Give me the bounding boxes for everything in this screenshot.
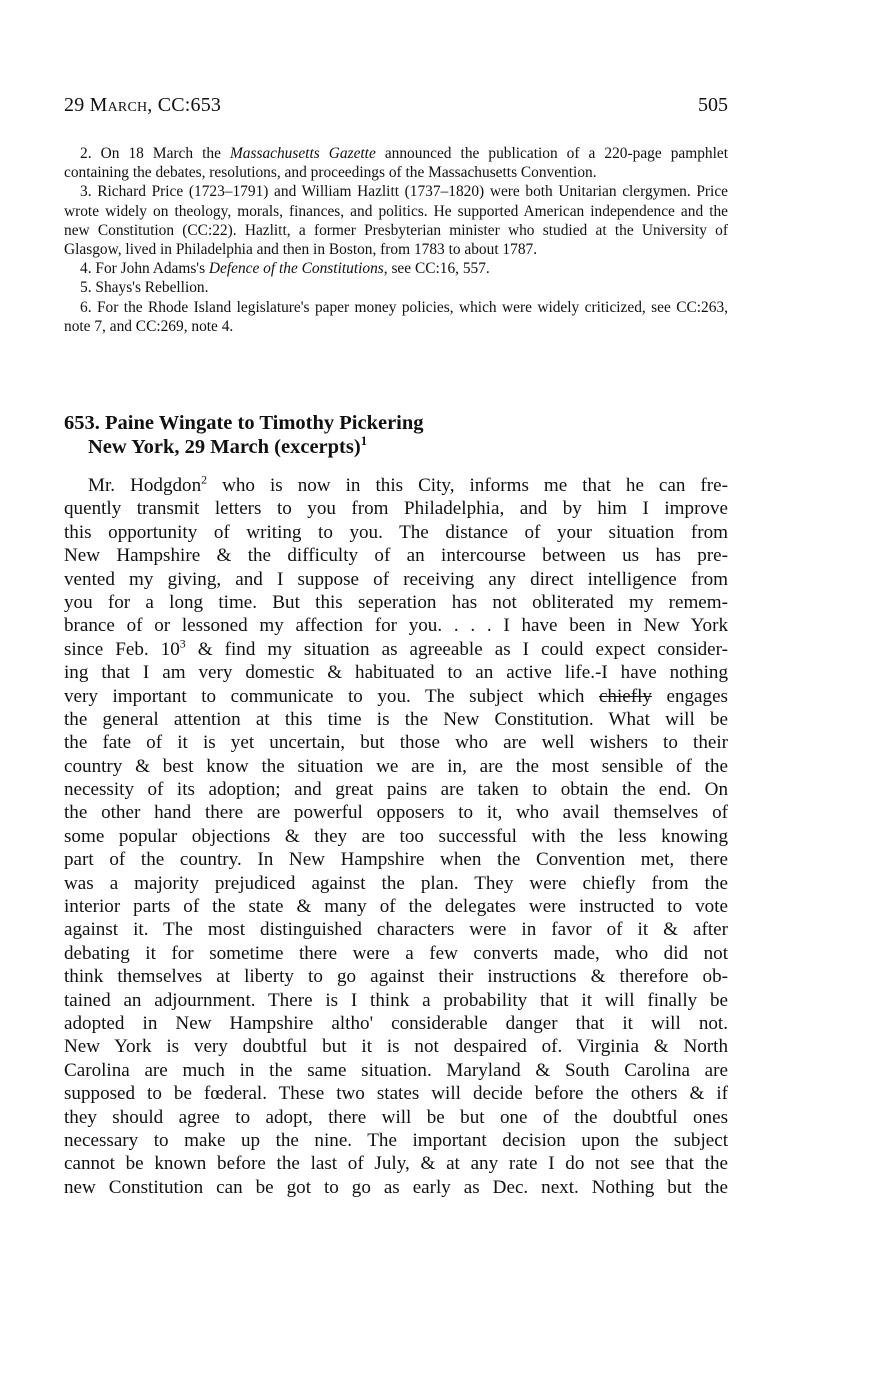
body-line: they should agree to adopt, there will be but one of the doubtful ones (64, 1106, 728, 1128)
heading-line-1: 653. Paine Wingate to Timothy Pickering (64, 412, 424, 434)
body-line: very important to communicate to you. The subject which chiefly engages (64, 685, 728, 707)
body-line: adopted in New Hampshire altho' considerable danger that it will not. (64, 1012, 728, 1034)
footnote-3: 3. Richard Price (1723–1791) and William Hazlitt (1737–1820) were both Unitarian clergymen. Price wrote widely on theology, morals, finances, and politics. He supported American independence and the new Constitution (CC:22). Hazlitt, a former Presbyterian minister who studied at the University of Glasgow, lived in Philadelphia and then in Boston, from 1783 to about 1787. (64, 183, 728, 259)
note-reference: 3 (179, 636, 186, 651)
body-line: ing that I am very domestic & habituated to an active life.-I have nothing (64, 662, 728, 684)
running-head-title: 29 March, CC:653 (64, 94, 222, 116)
body-line: Carolina are much in the same situation. Maryland & South Carolina are (64, 1059, 728, 1081)
footnote-6: 6. For the Rhode Island legislature's paper money policies, which were widely criticized, see CC:263, note 7, and CC:269, note 4. (64, 298, 728, 335)
footnote-2: 2. On 18 March the Massachusetts Gazette announced the publication of a 220-page pamphlet containing the debates, resolutions, and proceedings of the Massachusetts Convention. (64, 145, 728, 182)
footnote-4: 4. For John Adams's Defence of the Constitutions, see CC:16, 557. (80, 260, 490, 278)
body-line: New Hampshire & the difficulty of an intercourse between us has pre- (64, 545, 728, 567)
page-number: 505 (698, 94, 728, 116)
body-line: necessity of its adoption; and great pains are taken to obtain the end. On (64, 779, 728, 801)
heading-line-2: New York, 29 March (excerpts)$^1$ (88, 434, 368, 458)
body-line: New York is very doubtful but it is not despaired of. Virginia & North (64, 1036, 728, 1058)
note-reference: 2 (201, 472, 208, 487)
body-line: interior parts of the state & many of the delegates were instructed to vote (64, 896, 728, 918)
body-line: tained an adjournment. There is I think a probability that it will finally be (64, 989, 728, 1011)
body-line: you for a long time. But this seperation has not obliterated my remem- (64, 591, 728, 613)
body-line: Mr. Hodgdon$^2$ who is now in this City, informs me that he can fre- (88, 472, 728, 496)
letter-body (64, 474, 728, 1199)
body-line: brance of or lessoned my affection for you. . . . I have been in New York (64, 615, 728, 637)
body-line: the fate of it is yet uncertain, but those who are well wishers to their (64, 732, 728, 754)
body-line: some popular objections & they are too successful with the less knowing (64, 825, 728, 847)
document-heading (64, 411, 728, 459)
body-line: cannot be known before the last of July, & at any rate I do not see that the (64, 1153, 728, 1175)
body-line: supposed to be fœderal. These two states will decide before the others & if (64, 1083, 728, 1105)
heading-note-ref: 1 (360, 434, 368, 449)
body-line: against it. The most distinguished characters were in favor of it & after (64, 919, 728, 941)
body-line: think themselves at liberty to go against their instructions & therefore ob- (64, 966, 728, 988)
body-line: country & best know the situation we are in, are the most sensible of the (64, 755, 728, 777)
body-line: necessary to make up the nine. The important decision upon the subject (64, 1129, 728, 1151)
body-line: debating it for sometime there were a few converts made, who did not (64, 942, 728, 964)
body-line: the general attention at this time is the New Constitution. What will be (64, 708, 728, 730)
running-head (64, 94, 728, 122)
body-line: this opportunity of writing to you. The distance of your situation from (64, 521, 728, 543)
body-line: part of the country. In New Hampshire when the Convention met, there (64, 849, 728, 871)
body-line: vented my giving, and I suppose of receiving any direct intelligence from (64, 568, 728, 590)
footnote-5: 5. Shays's Rebellion. (80, 279, 209, 297)
struck-word: chiefly (598, 685, 652, 707)
body-line: quently transmit letters to you from Philadelphia, and by him I improve (64, 498, 728, 520)
body-line: was a majority prejudiced against the plan. They were chiefly from the (64, 872, 728, 894)
body-line: since Feb. $10^3$ & find my situation as agreeable as I could expect consider- (64, 636, 728, 660)
footnotes (64, 144, 728, 336)
body-line: new Constitution can be got to go as early as Dec. next. Nothing but the (64, 1176, 728, 1198)
body-line: the other hand there are powerful opposers to it, who avail themselves of (64, 802, 728, 824)
